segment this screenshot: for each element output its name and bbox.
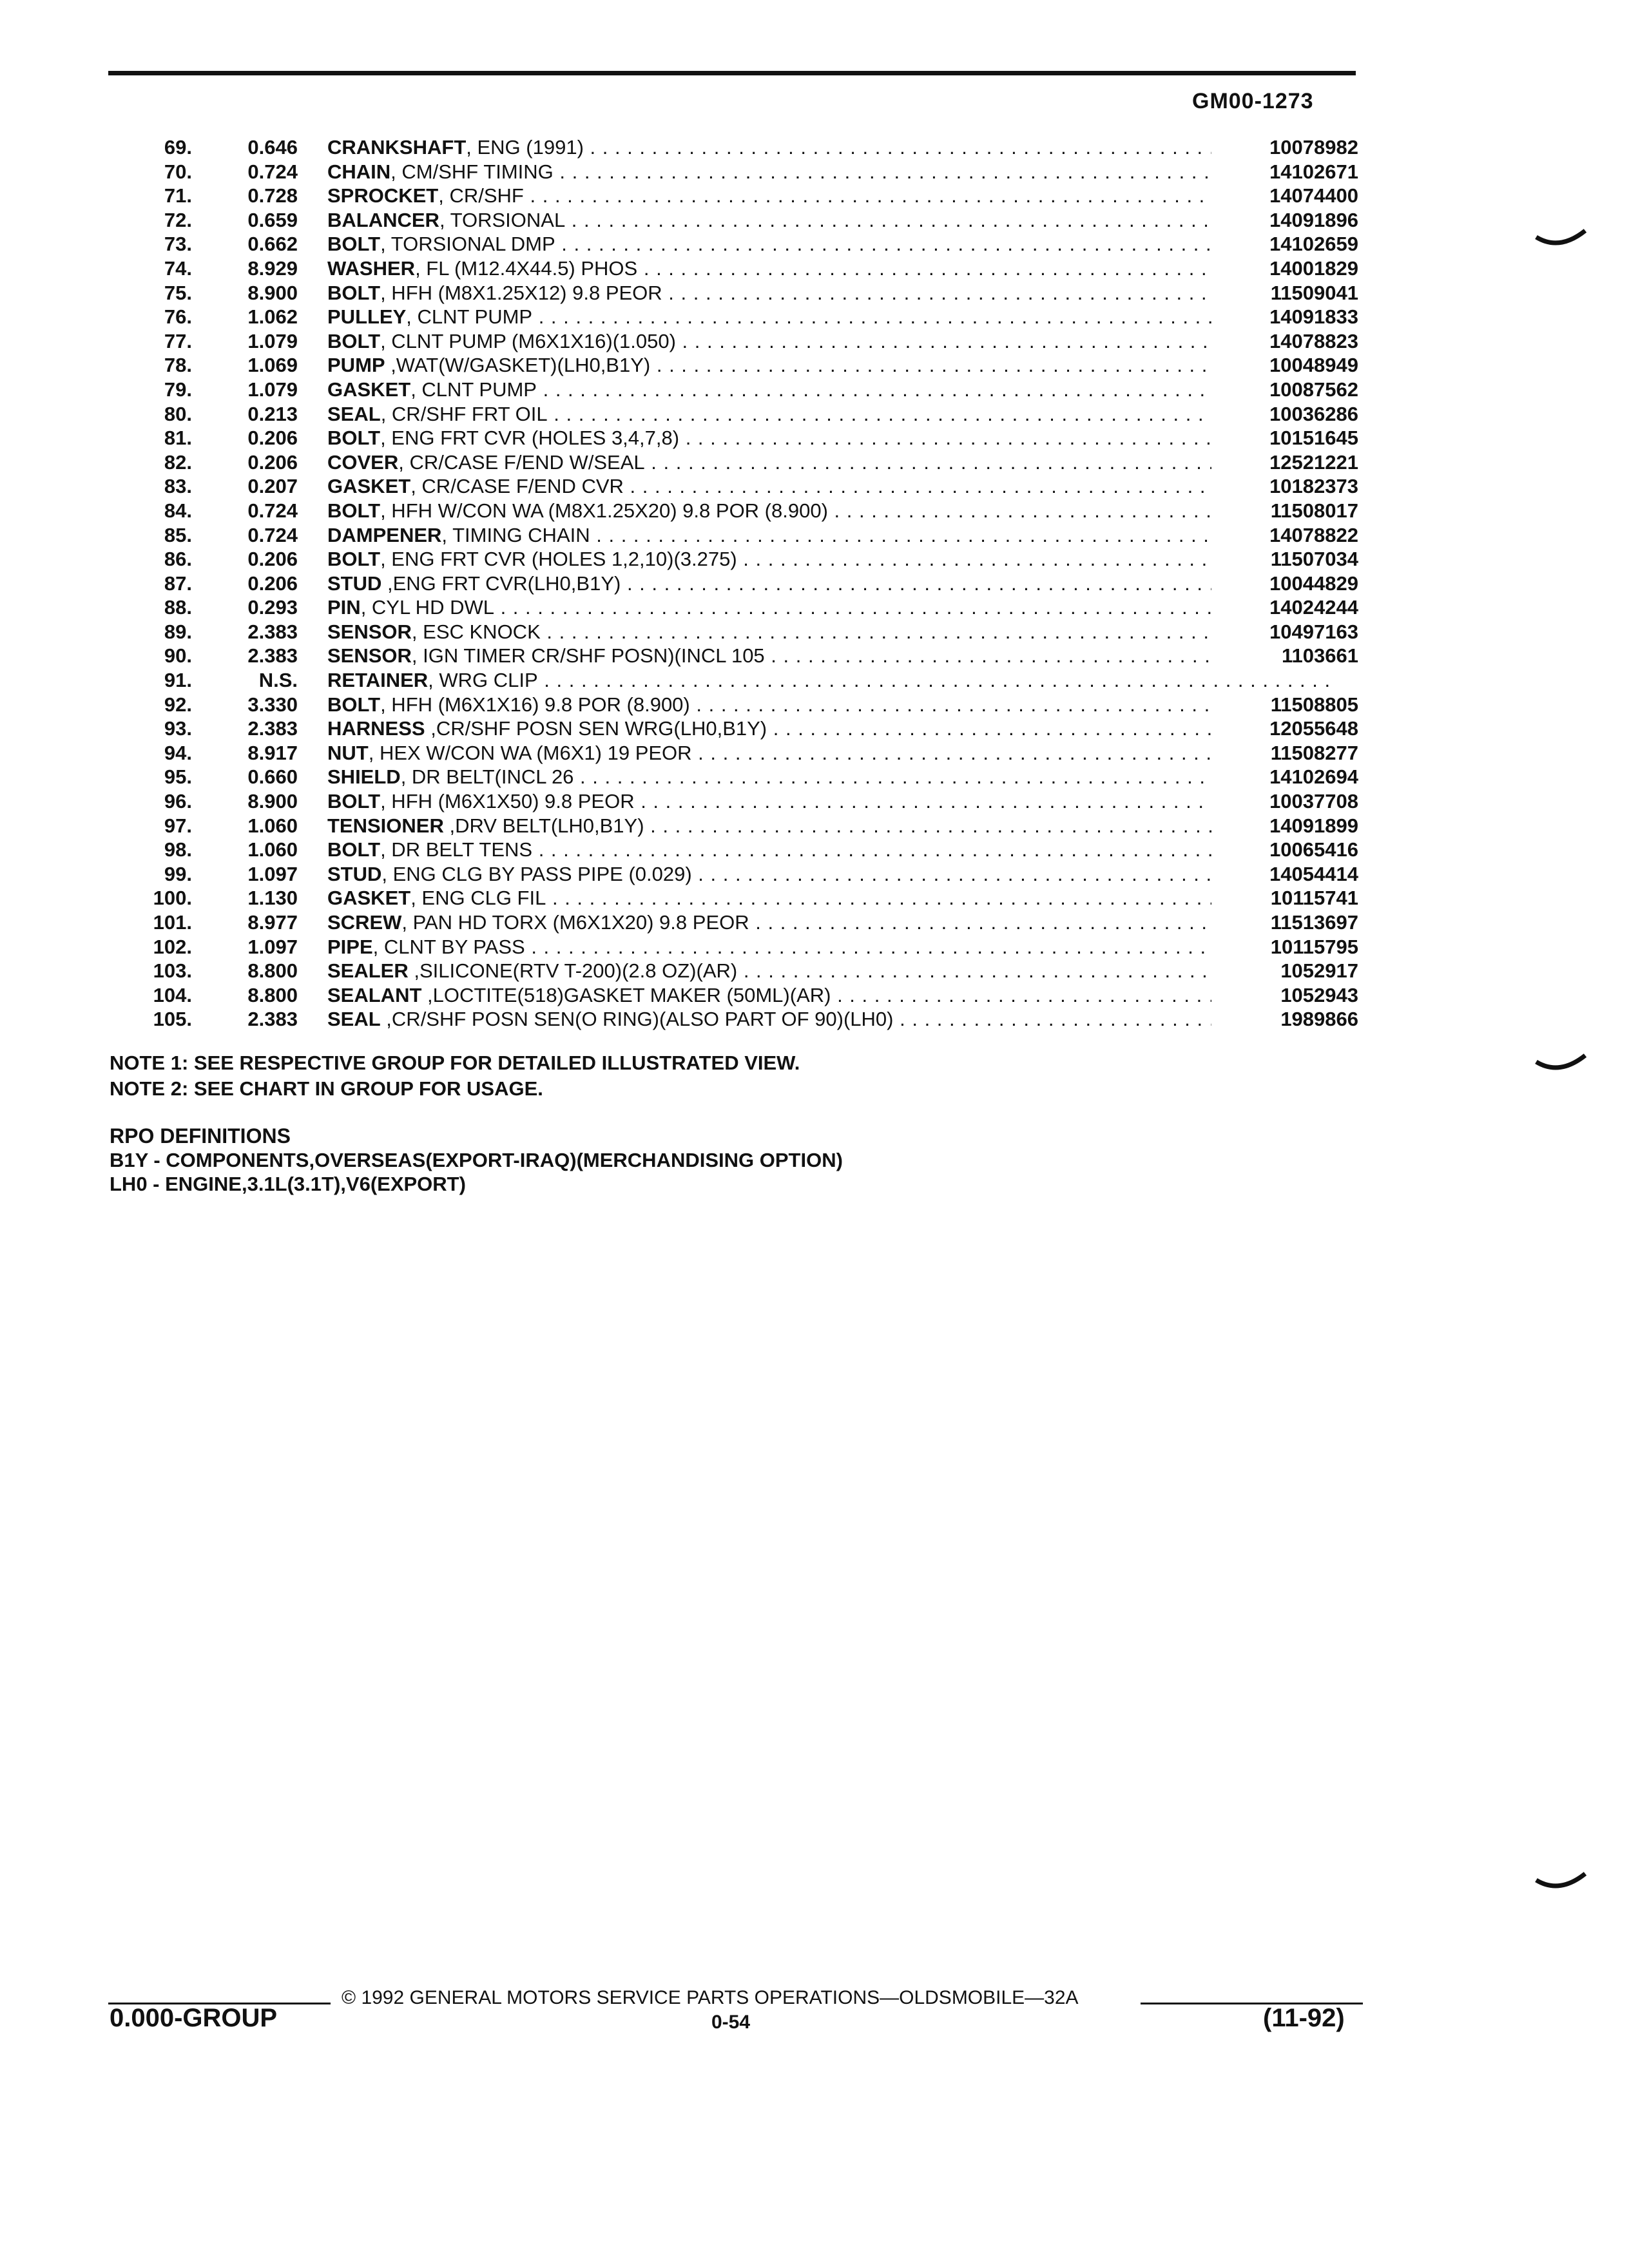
part-detail: , HFH W/CON WA (M8X1.25X20) 9.8 POR (8.900) bbox=[380, 499, 828, 522]
notes bbox=[110, 1050, 800, 1102]
part-description bbox=[327, 789, 1333, 814]
rpo-title: RPO DEFINITIONS bbox=[110, 1124, 291, 1148]
item-number: 93. bbox=[164, 717, 192, 740]
part-description bbox=[327, 474, 1333, 499]
item-number: 73. bbox=[164, 233, 192, 256]
table-row bbox=[116, 160, 1360, 184]
part-name: SHIELD bbox=[327, 765, 401, 789]
table-row bbox=[116, 765, 1360, 789]
part-number: 11508277 bbox=[1211, 741, 1358, 765]
part-number: 10078982 bbox=[1211, 135, 1358, 160]
part-description bbox=[327, 668, 1333, 693]
part-name: GASKET bbox=[327, 887, 411, 910]
item-number: 100. bbox=[153, 887, 192, 910]
part-description bbox=[327, 160, 1333, 184]
binder-mark-icon bbox=[1534, 1869, 1588, 1896]
rpo-definitions bbox=[110, 1124, 843, 1196]
table-row bbox=[116, 935, 1360, 959]
part-name: SENSOR bbox=[327, 644, 412, 668]
part-number: 10497163 bbox=[1211, 620, 1358, 644]
part-number: 10065416 bbox=[1211, 838, 1358, 862]
item-number: 75. bbox=[164, 281, 192, 304]
table-row bbox=[116, 378, 1360, 402]
item-number: 84. bbox=[164, 499, 192, 522]
item-number: 98. bbox=[164, 838, 192, 861]
part-name: WASHER bbox=[327, 256, 416, 280]
item-number: 87. bbox=[164, 572, 192, 595]
group-number: 0.206 bbox=[247, 548, 298, 571]
group-number: 0.213 bbox=[247, 402, 298, 425]
table-row bbox=[116, 838, 1360, 862]
group-number: 0.662 bbox=[247, 233, 298, 256]
group-number: 1.097 bbox=[247, 935, 298, 958]
table-row bbox=[116, 741, 1360, 765]
group-number: 1.069 bbox=[247, 354, 298, 377]
table-row bbox=[116, 814, 1360, 838]
part-detail: ,CR/SHF POSN SEN(O RING)(ALSO PART OF 90)(LH0) bbox=[380, 1008, 894, 1031]
part-number: 11507034 bbox=[1211, 547, 1358, 572]
part-name: BOLT bbox=[327, 838, 381, 861]
table-row bbox=[116, 281, 1360, 305]
part-name: SCREW bbox=[327, 911, 402, 934]
item-number: 97. bbox=[164, 814, 192, 837]
part-number: 10037708 bbox=[1211, 789, 1358, 814]
table-row bbox=[116, 353, 1360, 378]
table-row bbox=[116, 668, 1360, 693]
part-number: 10087562 bbox=[1211, 378, 1358, 402]
part-description bbox=[327, 983, 1333, 1008]
part-name: NUT bbox=[327, 741, 369, 764]
group-number: 8.800 bbox=[247, 983, 298, 1006]
table-row bbox=[116, 959, 1360, 983]
part-detail: , ENG FRT CVR (HOLES 1,2,10)(3.275) bbox=[380, 548, 737, 571]
note-2: NOTE 2: SEE CHART IN GROUP FOR USAGE. bbox=[110, 1077, 543, 1100]
part-detail: , CLNT PUMP bbox=[410, 378, 537, 401]
rpo-item-b1y: B1Y - COMPONENTS,OVERSEAS(EXPORT-IRAQ)(MERCHANDISING OPTION) bbox=[110, 1149, 843, 1171]
part-name: RETAINER bbox=[327, 669, 429, 692]
part-detail: , ENG (1991) bbox=[466, 136, 584, 159]
item-number: 105. bbox=[153, 1008, 192, 1031]
part-description bbox=[327, 814, 1333, 838]
part-description bbox=[327, 935, 1333, 959]
item-number: 81. bbox=[164, 427, 192, 450]
part-detail: ,CR/SHF POSN SEN WRG(LH0,B1Y) bbox=[425, 717, 767, 740]
item-number: 79. bbox=[164, 378, 192, 401]
table-row bbox=[116, 208, 1360, 233]
part-number: 1989866 bbox=[1211, 1007, 1358, 1032]
group-number: 8.977 bbox=[247, 911, 298, 934]
part-number: 14078822 bbox=[1211, 523, 1358, 548]
table-row bbox=[116, 595, 1360, 620]
item-number: 101. bbox=[153, 911, 192, 934]
copyright: © 1992 GENERAL MOTORS SERVICE PARTS OPERATIONS—OLDSMOBILE—32A bbox=[342, 1987, 1079, 2008]
part-name: BALANCER bbox=[327, 208, 439, 231]
item-number: 92. bbox=[164, 693, 192, 716]
table-row bbox=[116, 644, 1360, 668]
part-description bbox=[327, 838, 1333, 862]
part-number: 14078823 bbox=[1211, 329, 1358, 354]
part-detail: , TORSIONAL DMP bbox=[380, 233, 555, 256]
group-number: 1.062 bbox=[247, 305, 298, 329]
item-number: 91. bbox=[164, 669, 192, 692]
table-row bbox=[116, 329, 1360, 354]
part-name: SEAL bbox=[327, 402, 381, 425]
part-number: 12521221 bbox=[1211, 450, 1358, 475]
part-name: CHAIN bbox=[327, 160, 391, 183]
group-number: 0.206 bbox=[247, 450, 298, 474]
item-number: 82. bbox=[164, 450, 192, 474]
part-number: 10115741 bbox=[1211, 886, 1358, 910]
part-number: 11513697 bbox=[1211, 910, 1358, 935]
part-description bbox=[327, 595, 1333, 620]
table-row bbox=[116, 716, 1360, 741]
part-number: 10044829 bbox=[1211, 572, 1358, 596]
table-row bbox=[116, 450, 1360, 475]
group-number: 8.917 bbox=[247, 741, 298, 764]
item-number: 90. bbox=[164, 644, 192, 668]
item-number: 94. bbox=[164, 741, 192, 764]
table-row bbox=[116, 789, 1360, 814]
part-description bbox=[327, 959, 1333, 983]
part-detail: ,LOCTITE(518)GASKET MAKER (50ML)(AR) bbox=[421, 983, 831, 1006]
item-number: 103. bbox=[153, 959, 192, 983]
table-row bbox=[116, 1007, 1360, 1032]
part-name: GASKET bbox=[327, 475, 411, 498]
item-number: 70. bbox=[164, 160, 192, 183]
group-number: 0.659 bbox=[247, 208, 298, 231]
item-number: 102. bbox=[153, 935, 192, 958]
part-description bbox=[327, 765, 1333, 789]
item-number: 78. bbox=[164, 354, 192, 377]
group-number: 0.728 bbox=[247, 184, 298, 207]
part-name: STUD bbox=[327, 862, 382, 885]
part-description bbox=[327, 329, 1333, 354]
part-number: 10048949 bbox=[1211, 353, 1358, 378]
part-name: BOLT bbox=[327, 233, 381, 256]
item-number: 104. bbox=[153, 983, 192, 1006]
part-description bbox=[327, 256, 1333, 281]
table-row bbox=[116, 402, 1360, 427]
part-name: BOLT bbox=[327, 329, 381, 352]
table-row bbox=[116, 620, 1360, 644]
item-number: 83. bbox=[164, 475, 192, 498]
part-description bbox=[327, 644, 1333, 668]
part-description bbox=[327, 886, 1333, 910]
part-description bbox=[327, 402, 1333, 427]
part-name: TENSIONER bbox=[327, 814, 444, 837]
part-number: 10182373 bbox=[1211, 474, 1358, 499]
group-number: 8.929 bbox=[247, 256, 298, 280]
part-number: 14054414 bbox=[1211, 862, 1358, 887]
part-description bbox=[327, 499, 1333, 523]
part-detail: , CR/CASE F/END W/SEAL bbox=[398, 450, 645, 474]
part-detail: , DR BELT TENS bbox=[380, 838, 533, 861]
item-number: 72. bbox=[164, 208, 192, 231]
part-description bbox=[327, 232, 1333, 256]
table-row bbox=[116, 910, 1360, 935]
part-detail: , ENG CLG BY PASS PIPE (0.029) bbox=[381, 862, 692, 885]
part-name: DAMPENER bbox=[327, 523, 442, 546]
part-name: BOLT bbox=[327, 548, 381, 571]
table-row bbox=[116, 426, 1360, 450]
part-number: 11508017 bbox=[1211, 499, 1358, 523]
part-detail: , FL (M12.4X44.5) PHOS bbox=[415, 256, 638, 280]
table-row bbox=[116, 256, 1360, 281]
group-number: 1.079 bbox=[247, 329, 298, 352]
part-detail: , CLNT PUMP (M6X1X16)(1.050) bbox=[380, 329, 676, 352]
table-row bbox=[116, 499, 1360, 523]
note-1: NOTE 1: SEE RESPECTIVE GROUP FOR DETAILED ILLUSTRATED VIEW. bbox=[110, 1052, 800, 1074]
group-number: 0.724 bbox=[247, 523, 298, 546]
group-number: 3.330 bbox=[247, 693, 298, 716]
part-detail: , CR/SHF bbox=[438, 184, 524, 207]
part-number: 14091899 bbox=[1211, 814, 1358, 838]
part-description bbox=[327, 135, 1333, 160]
group-number: 0.206 bbox=[247, 572, 298, 595]
part-description bbox=[327, 620, 1333, 644]
part-name: BOLT bbox=[327, 281, 381, 304]
part-number: 14102694 bbox=[1211, 765, 1358, 789]
part-description bbox=[327, 426, 1333, 450]
part-description bbox=[327, 208, 1333, 233]
part-detail: , CLNT BY PASS bbox=[372, 935, 525, 958]
part-name: BOLT bbox=[327, 499, 381, 522]
item-number: 71. bbox=[164, 184, 192, 207]
part-detail: , HFH (M8X1.25X12) 9.8 PEOR bbox=[380, 281, 662, 304]
group-number: 0.724 bbox=[247, 160, 298, 183]
group-number: 0.293 bbox=[247, 596, 298, 619]
part-description bbox=[327, 716, 1333, 741]
table-row bbox=[116, 184, 1360, 208]
page-number: 0-54 bbox=[711, 2012, 751, 2033]
part-number: 14024244 bbox=[1211, 595, 1358, 620]
part-detail: , CR/CASE F/END CVR bbox=[410, 475, 624, 498]
part-description bbox=[327, 547, 1333, 572]
table-row bbox=[116, 523, 1360, 548]
part-number: 14091833 bbox=[1211, 305, 1358, 329]
binder-mark-icon bbox=[1534, 226, 1588, 253]
table-row bbox=[116, 693, 1360, 717]
part-description bbox=[327, 305, 1333, 329]
part-number: 14001829 bbox=[1211, 256, 1358, 281]
part-number: 10115795 bbox=[1211, 935, 1358, 959]
part-detail: , TIMING CHAIN bbox=[441, 523, 590, 546]
group-number: 1.060 bbox=[247, 814, 298, 837]
item-number: 96. bbox=[164, 790, 192, 813]
group-number: 0.207 bbox=[247, 475, 298, 498]
part-name: SPROCKET bbox=[327, 184, 439, 207]
part-description bbox=[327, 353, 1333, 378]
group-number: 1.130 bbox=[247, 887, 298, 910]
rpo-item-lh0: LH0 - ENGINE,3.1L(3.1T),V6(EXPORT) bbox=[110, 1173, 466, 1195]
part-detail: , WRG CLIP bbox=[428, 669, 538, 692]
page-id: GM00-1273 bbox=[1192, 89, 1314, 113]
group-number: 2.383 bbox=[247, 717, 298, 740]
group-number: 2.383 bbox=[247, 1008, 298, 1031]
part-name: BOLT bbox=[327, 427, 381, 450]
item-number: 95. bbox=[164, 765, 192, 789]
table-row bbox=[116, 547, 1360, 572]
part-detail: ,ENG FRT CVR(LH0,B1Y) bbox=[381, 572, 621, 595]
part-detail: , TORSIONAL bbox=[439, 208, 566, 231]
part-detail: , CLNT PUMP bbox=[406, 305, 533, 329]
part-name: CRANKSHAFT bbox=[327, 136, 467, 159]
part-description bbox=[327, 741, 1333, 765]
footer-group: 0.000-GROUP bbox=[110, 2004, 278, 2032]
part-name: SEALANT bbox=[327, 983, 422, 1006]
part-number: 14102659 bbox=[1211, 232, 1358, 256]
part-detail: , ENG CLG FIL bbox=[410, 887, 546, 910]
part-name: SEAL bbox=[327, 1008, 381, 1031]
part-name: HARNESS bbox=[327, 717, 425, 740]
part-description bbox=[327, 450, 1333, 475]
part-name: PUMP bbox=[327, 354, 385, 377]
part-name: PIPE bbox=[327, 935, 373, 958]
part-description bbox=[327, 281, 1333, 305]
group-number: 1.097 bbox=[247, 862, 298, 885]
table-row bbox=[116, 135, 1360, 160]
table-row bbox=[116, 305, 1360, 329]
item-number: 85. bbox=[164, 523, 192, 546]
part-number: 1052943 bbox=[1211, 983, 1358, 1008]
part-number: 10151645 bbox=[1211, 426, 1358, 450]
part-description bbox=[327, 862, 1333, 887]
part-description bbox=[327, 523, 1333, 548]
part-detail: , HFH (M6X1X16) 9.8 POR (8.900) bbox=[380, 693, 690, 716]
part-number: 10036286 bbox=[1211, 402, 1358, 427]
part-detail: , PAN HD TORX (M6X1X20) 9.8 PEOR bbox=[401, 911, 749, 934]
group-number: 0.660 bbox=[247, 765, 298, 789]
part-description bbox=[327, 184, 1333, 208]
part-detail: , DR BELT(INCL 26 bbox=[400, 765, 574, 789]
item-number: 74. bbox=[164, 256, 192, 280]
part-number: 14074400 bbox=[1211, 184, 1358, 208]
group-number: 0.206 bbox=[247, 427, 298, 450]
item-number: 86. bbox=[164, 548, 192, 571]
top-rule bbox=[108, 71, 1356, 75]
part-name: SENSOR bbox=[327, 620, 412, 643]
group-number: 0.646 bbox=[247, 136, 298, 159]
part-name: BOLT bbox=[327, 790, 381, 813]
part-name: PIN bbox=[327, 596, 361, 619]
item-number: 69. bbox=[164, 136, 192, 159]
footer-date: (11-92) bbox=[1263, 2004, 1345, 2032]
item-number: 80. bbox=[164, 402, 192, 425]
table-row bbox=[116, 862, 1360, 887]
table-row bbox=[116, 572, 1360, 596]
group-number: N.S. bbox=[258, 669, 298, 692]
part-name: GASKET bbox=[327, 378, 411, 401]
parts-list bbox=[116, 135, 1360, 1032]
part-description bbox=[327, 910, 1333, 935]
table-row bbox=[116, 232, 1360, 256]
item-number: 99. bbox=[164, 862, 192, 885]
binder-mark-icon bbox=[1534, 1050, 1588, 1077]
part-number: 14091896 bbox=[1211, 208, 1358, 233]
part-number: 1103661 bbox=[1211, 644, 1358, 668]
part-detail: , CR/SHF FRT OIL bbox=[380, 402, 548, 425]
part-name: BOLT bbox=[327, 693, 381, 716]
group-number: 1.079 bbox=[247, 378, 298, 401]
group-number: 8.800 bbox=[247, 959, 298, 983]
part-number: 14102671 bbox=[1211, 160, 1358, 184]
part-description bbox=[327, 693, 1333, 717]
table-row bbox=[116, 886, 1360, 910]
item-number: 88. bbox=[164, 596, 192, 619]
item-number: 89. bbox=[164, 620, 192, 643]
part-name: COVER bbox=[327, 450, 399, 474]
part-detail: ,WAT(W/GASKET)(LH0,B1Y) bbox=[385, 354, 651, 377]
part-number: 11509041 bbox=[1211, 281, 1358, 305]
part-detail: , HEX W/CON WA (M6X1) 19 PEOR bbox=[368, 741, 692, 764]
part-detail: , CYL HD DWL bbox=[360, 596, 494, 619]
part-description bbox=[327, 572, 1333, 596]
part-name: SEALER bbox=[327, 959, 409, 983]
group-number: 2.383 bbox=[247, 644, 298, 668]
group-number: 8.900 bbox=[247, 790, 298, 813]
part-number: 12055648 bbox=[1211, 716, 1358, 741]
part-name: STUD bbox=[327, 572, 382, 595]
part-detail: , ESC KNOCK bbox=[411, 620, 541, 643]
group-number: 2.383 bbox=[247, 620, 298, 643]
part-description bbox=[327, 378, 1333, 402]
part-detail: ,DRV BELT(LH0,B1Y) bbox=[443, 814, 644, 837]
group-number: 8.900 bbox=[247, 281, 298, 304]
item-number: 77. bbox=[164, 329, 192, 352]
part-number: 1052917 bbox=[1211, 959, 1358, 983]
group-number: 1.060 bbox=[247, 838, 298, 861]
part-description bbox=[327, 1007, 1333, 1032]
part-detail: , HFH (M6X1X50) 9.8 PEOR bbox=[380, 790, 635, 813]
table-row bbox=[116, 474, 1360, 499]
group-number: 0.724 bbox=[247, 499, 298, 522]
part-number: 11508805 bbox=[1211, 693, 1358, 717]
part-detail: , IGN TIMER CR/SHF POSN)(INCL 105 bbox=[411, 644, 765, 668]
part-name: PULLEY bbox=[327, 305, 407, 329]
part-detail: , ENG FRT CVR (HOLES 3,4,7,8) bbox=[380, 427, 680, 450]
table-row bbox=[116, 983, 1360, 1008]
part-detail: ,SILICONE(RTV T-200)(2.8 OZ)(AR) bbox=[408, 959, 738, 983]
part-detail: , CM/SHF TIMING bbox=[390, 160, 554, 183]
item-number: 76. bbox=[164, 305, 192, 329]
